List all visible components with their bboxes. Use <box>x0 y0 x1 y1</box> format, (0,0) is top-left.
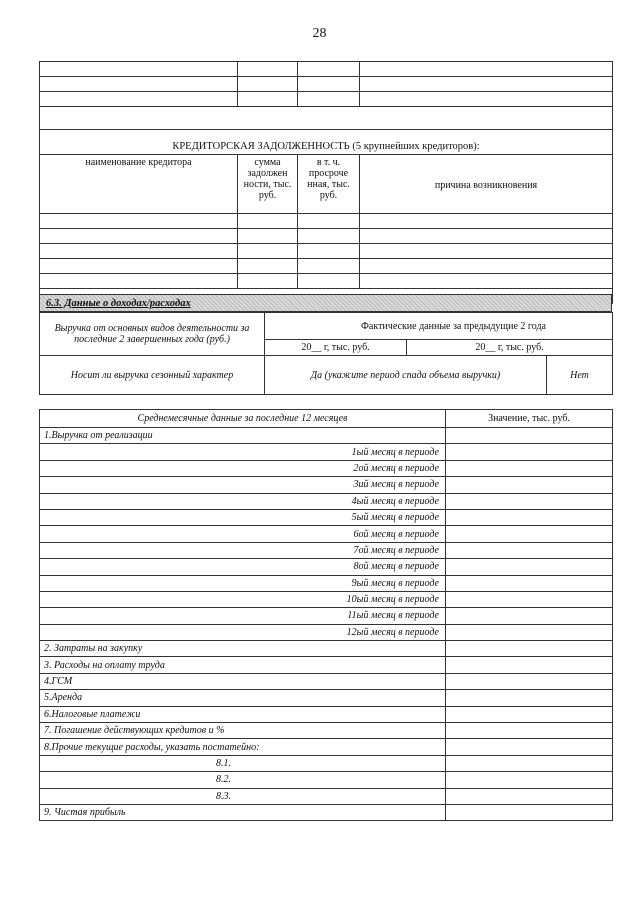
expense-row: 8.Прочие текущие расходы, указать постатейно: <box>40 739 613 755</box>
value-cell[interactable] <box>446 641 613 657</box>
month-row: 1ый месяц в периоде <box>40 444 613 460</box>
value-cell[interactable] <box>446 673 613 689</box>
monthly-header-label: Среднемесячные данные за последние 12 месяцев <box>40 410 446 428</box>
month-row: 4ый месяц в периоде <box>40 493 613 509</box>
value-cell[interactable] <box>446 493 613 509</box>
value-cell[interactable] <box>446 526 613 542</box>
value-cell[interactable] <box>446 428 613 444</box>
value-cell[interactable] <box>446 804 613 820</box>
value-cell[interactable] <box>446 559 613 575</box>
seasonal-no-option[interactable]: Нет <box>547 356 613 395</box>
col-overdue-amount: в т. ч. просроче нная, тыс. руб. <box>298 155 360 214</box>
section-title: 6.3. Данные о доходах/расходах <box>46 298 191 309</box>
page-number: 28 <box>312 26 327 41</box>
month-row: 2ой месяц в периоде <box>40 460 613 476</box>
col-reason: причина возникновения <box>360 155 613 214</box>
value-cell[interactable] <box>446 788 613 804</box>
expense-row: 7. Погашение действующих кредитов и % <box>40 723 613 739</box>
value-cell[interactable] <box>446 657 613 673</box>
revenue-main-label: Выручка от основных видов деятельности за последние 2 завершенных года (руб.) <box>40 313 265 356</box>
value-cell[interactable] <box>446 706 613 722</box>
subitem-row: 8.2. <box>40 772 613 788</box>
creditor-row <box>40 259 613 274</box>
value-cell[interactable] <box>446 542 613 558</box>
subitem-row: 8.1. <box>40 755 613 771</box>
month-row: 7ой месяц в периоде <box>40 542 613 558</box>
revenue-row-label: 1.Выручка от реализации <box>40 428 446 444</box>
net-profit-row: 9. Чистая прибыль <box>40 804 613 820</box>
expense-row: 4.ГСМ <box>40 673 613 689</box>
value-cell[interactable] <box>446 444 613 460</box>
month-row: 12ый месяц в периоде <box>40 624 613 640</box>
value-cell[interactable] <box>446 624 613 640</box>
col-debt-amount: сумма задолжен ности, тыс. руб. <box>238 155 298 214</box>
section-header <box>39 294 612 312</box>
expense-row: 6.Налоговые платежи <box>40 706 613 722</box>
year1-label[interactable]: 20__ г, тыс. руб. <box>265 340 407 356</box>
col-creditor-name: наименование кредитора <box>40 155 238 214</box>
value-cell[interactable] <box>446 575 613 591</box>
creditors-title: КРЕДИТОРСКАЯ ЗАДОЛЖЕННОСТЬ (5 крупнейших кредиторов): <box>40 130 613 155</box>
value-cell[interactable] <box>446 755 613 771</box>
value-cell[interactable] <box>446 772 613 788</box>
value-cell[interactable] <box>446 739 613 755</box>
creditor-row <box>40 244 613 259</box>
value-cell[interactable] <box>446 591 613 607</box>
month-row: 3ий месяц в периоде <box>40 477 613 493</box>
value-cell[interactable] <box>446 477 613 493</box>
value-cell[interactable] <box>446 509 613 525</box>
creditor-row <box>40 229 613 244</box>
revenue-table <box>39 312 613 395</box>
monthly-table <box>39 409 613 821</box>
subitem-row: 8.3. <box>40 788 613 804</box>
monthly-header-value: Значение, тыс. руб. <box>446 410 613 428</box>
creditor-row <box>40 274 613 289</box>
value-cell[interactable] <box>446 460 613 476</box>
month-row: 6ой месяц в периоде <box>40 526 613 542</box>
value-cell[interactable] <box>446 723 613 739</box>
actual-data-header: Фактические данные за предыдущие 2 года <box>265 313 613 340</box>
month-row: 5ый месяц в периоде <box>40 509 613 525</box>
month-row: 8ой месяц в периоде <box>40 559 613 575</box>
month-row: 9ый месяц в периоде <box>40 575 613 591</box>
value-cell[interactable] <box>446 608 613 624</box>
value-cell[interactable] <box>446 690 613 706</box>
seasonal-yes-option[interactable]: Да (укажите период спада объема выручки) <box>265 356 547 395</box>
year2-label[interactable]: 20__ г, тыс. руб. <box>407 340 613 356</box>
month-row: 11ый месяц в периоде <box>40 608 613 624</box>
month-row: 10ый месяц в периоде <box>40 591 613 607</box>
creditor-row <box>40 214 613 229</box>
expense-row: 2. Затраты на закупку <box>40 641 613 657</box>
expense-row: 5.Аренда <box>40 690 613 706</box>
expense-row: 3. Расходы на оплату труда <box>40 657 613 673</box>
creditors-table <box>39 61 613 304</box>
seasonal-question: Носит ли выручка сезонный характер <box>40 356 265 395</box>
